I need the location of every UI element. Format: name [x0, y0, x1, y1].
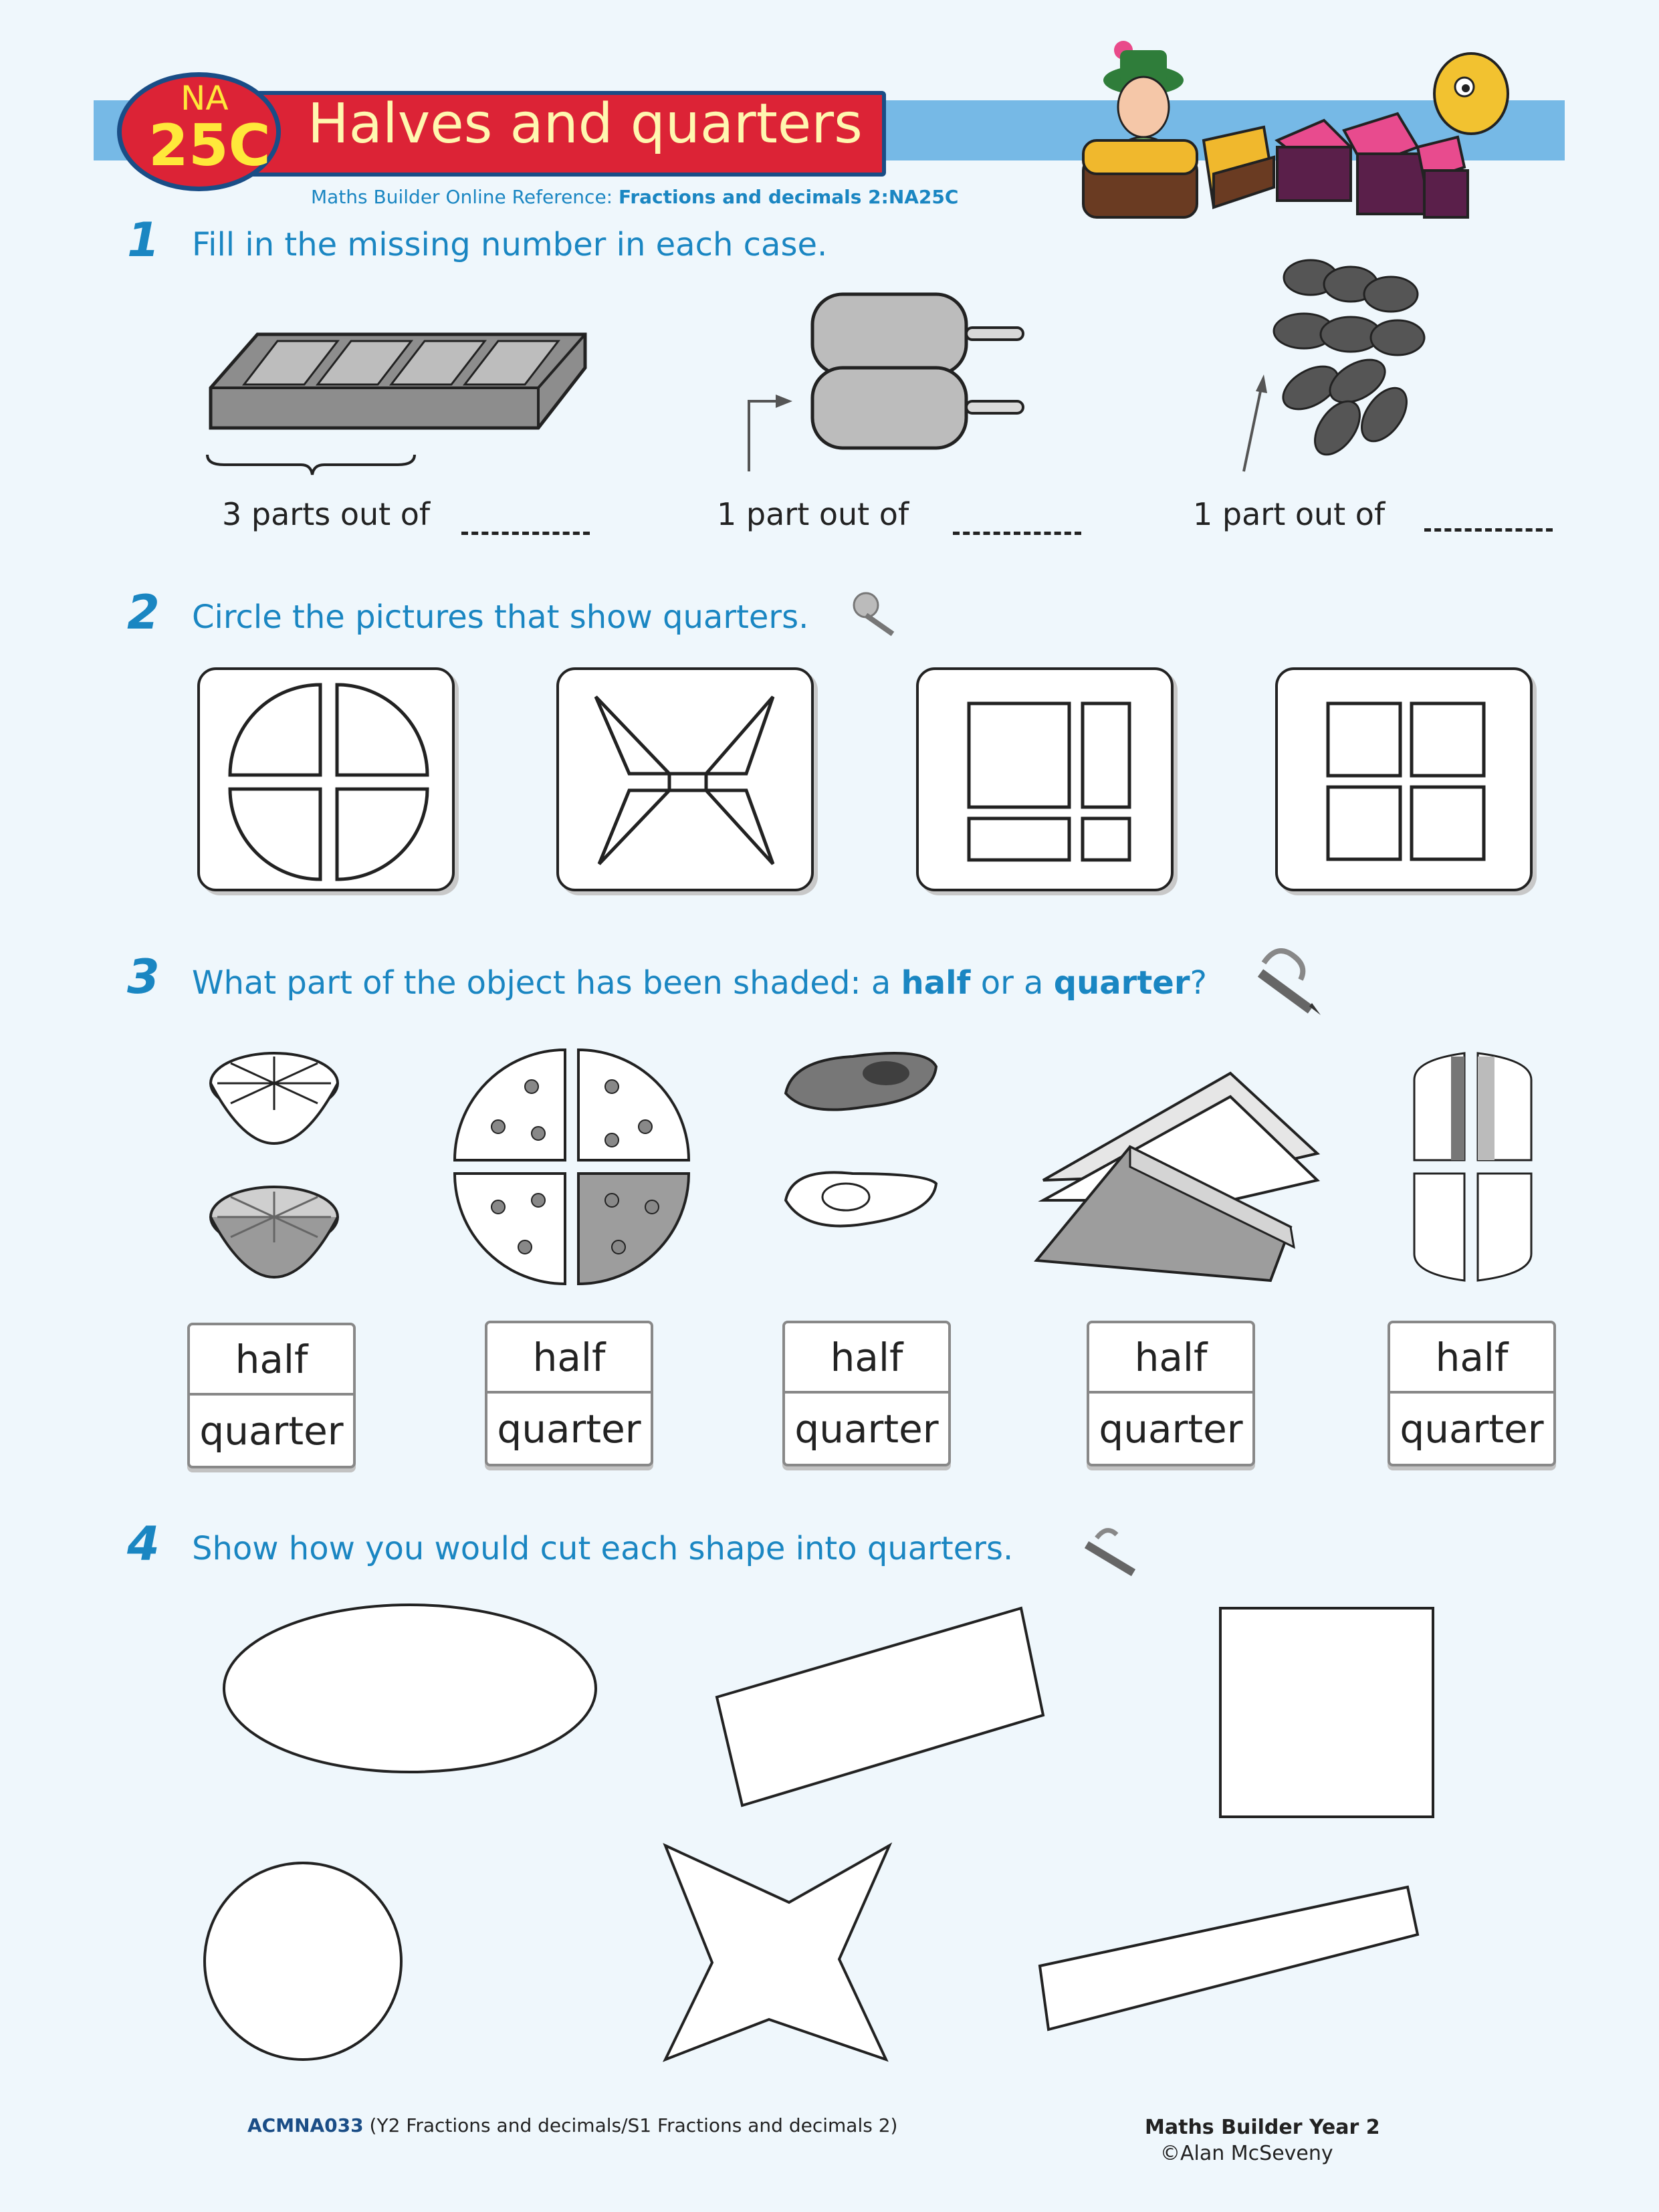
curriculum-code-id: ACMNA033 — [247, 2114, 364, 2136]
four-point-star-shape[interactable] — [665, 1846, 889, 2060]
badge-strand: NA — [181, 79, 229, 118]
question-1-number: 1 — [127, 213, 160, 267]
q3-option-half[interactable]: half — [1089, 1323, 1252, 1394]
q3-option-quarter[interactable]: quarter — [497, 1406, 641, 1452]
question-3-number: 3 — [127, 950, 160, 1004]
q3-text-part2: or a — [970, 964, 1054, 1002]
question-4-text: Show how you would cut each shape into quarters. — [192, 1530, 1014, 1567]
q1-label-chocolate: 3 parts out of — [222, 496, 431, 532]
question-1-text: Fill in the missing number in each case. — [192, 226, 828, 263]
q3-option-quarter[interactable]: quarter — [1400, 1406, 1544, 1452]
copyright: ©Alan McSeveny — [1160, 2142, 1333, 2165]
circle-shape[interactable] — [205, 1863, 401, 2060]
q1-label-ice-blocks: 1 part out of — [717, 496, 909, 532]
q3-option-half[interactable]: half — [785, 1323, 948, 1394]
badge-number: 25C — [148, 112, 271, 179]
reference-code: Fractions and decimals 2:NA25C — [619, 186, 959, 208]
q3-option-half[interactable]: half — [487, 1323, 651, 1394]
q3-text-part1: What part of the object has been shaded: a — [192, 964, 901, 1002]
ellipse-shape[interactable] — [224, 1605, 596, 1772]
q3-option-quarter[interactable]: quarter — [199, 1408, 344, 1454]
q3-option-quarter[interactable]: quarter — [794, 1406, 939, 1452]
q3-word-half: half — [901, 964, 971, 1002]
q3-option-half[interactable]: half — [1390, 1323, 1553, 1394]
tilted-rectangle-shape[interactable] — [717, 1608, 1043, 1805]
q3-word-quarter: quarter — [1053, 964, 1190, 1002]
book-title: Maths Builder Year 2 — [1145, 2116, 1380, 2139]
q1-label-sausages: 1 part out of — [1193, 496, 1386, 532]
question-4-number: 4 — [127, 1517, 160, 1571]
curriculum-code-detail: (Y2 Fractions and decimals/S1 Fractions and decimals 2) — [363, 2114, 898, 2136]
q3-option-quarter[interactable]: quarter — [1099, 1406, 1243, 1452]
q3-option-half[interactable]: half — [190, 1325, 353, 1396]
curriculum-code — [247, 2114, 897, 2136]
q3-text-part3: ? — [1190, 964, 1207, 1002]
page-title: Halves and quarters — [308, 92, 863, 156]
question-2-number: 2 — [127, 585, 160, 640]
square-shape[interactable] — [1220, 1608, 1433, 1817]
long-strip-shape[interactable] — [1040, 1887, 1418, 2029]
question-2-text: Circle the pictures that show quarters. — [192, 598, 809, 636]
reference-prefix: Maths Builder Online Reference: — [311, 186, 619, 208]
